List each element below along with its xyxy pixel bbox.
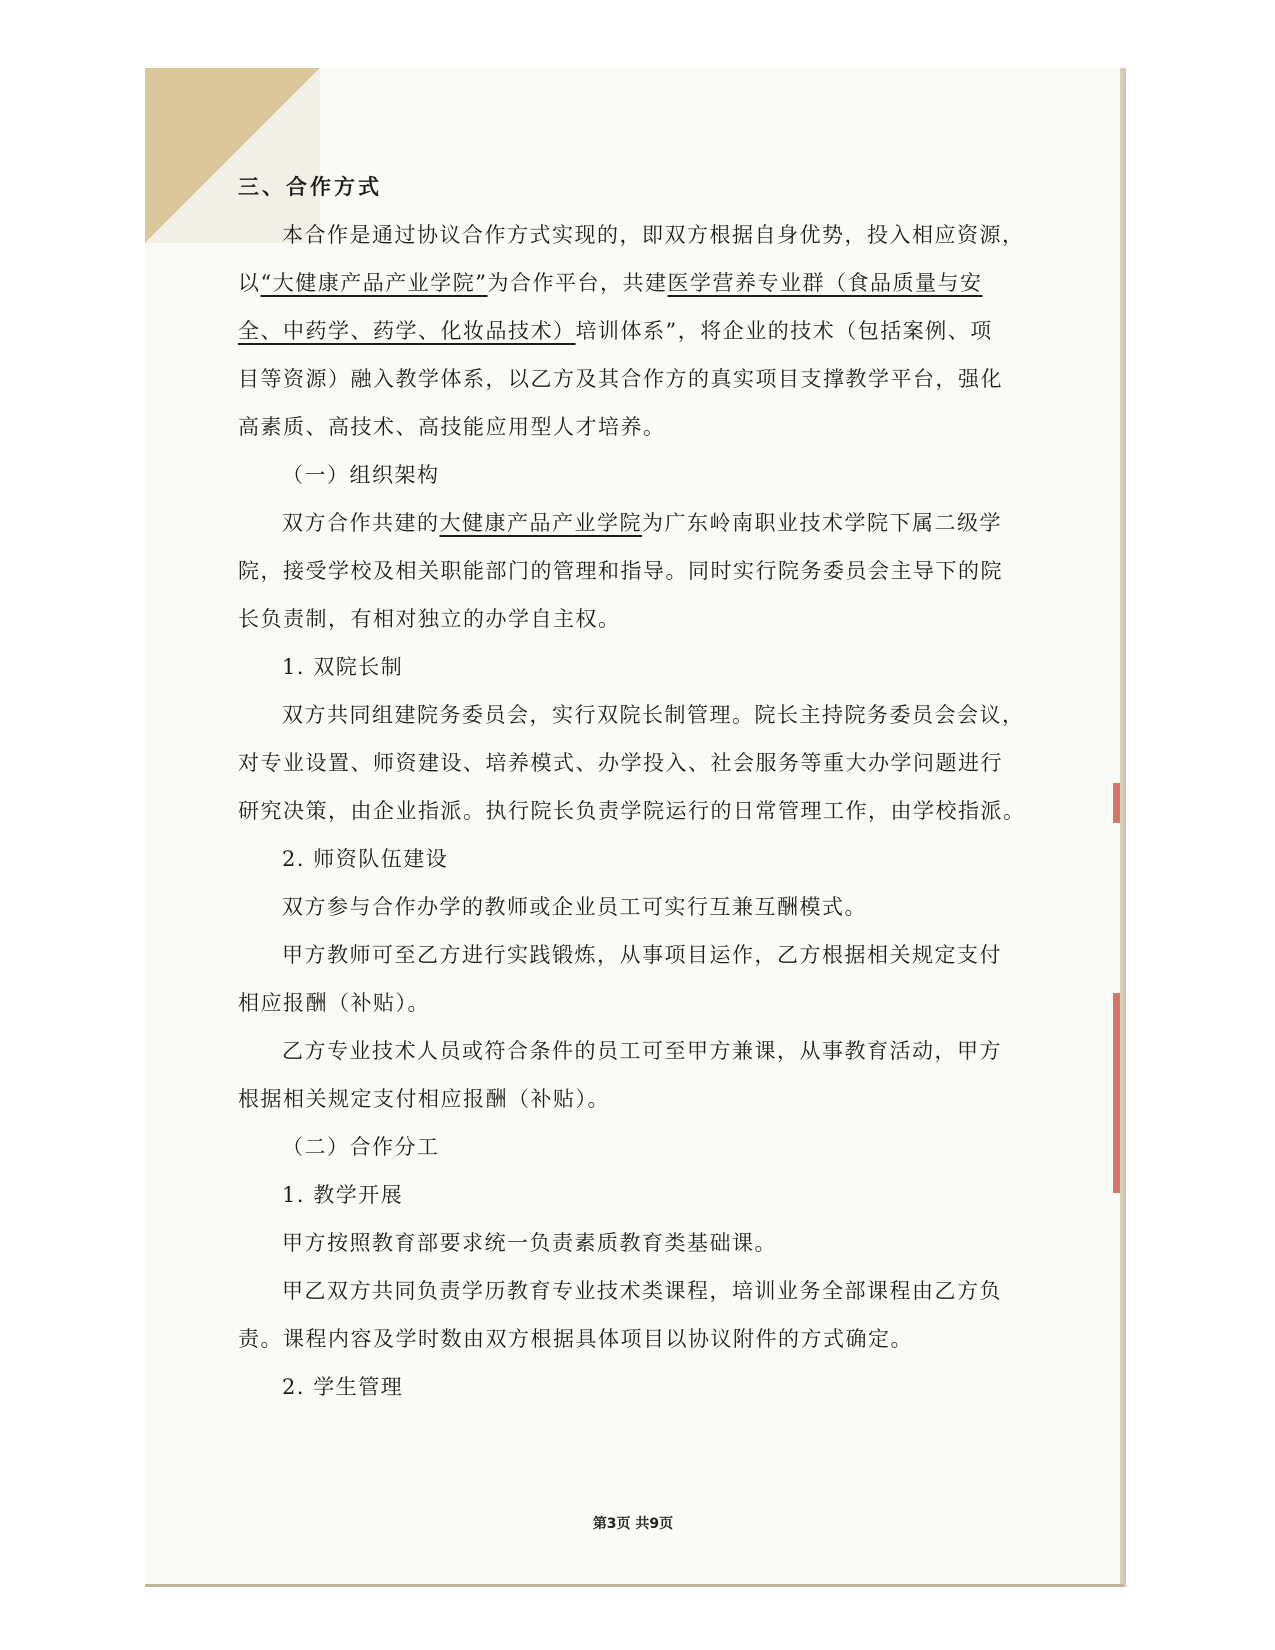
item-heading: 2. 学生管理 — [282, 1375, 404, 1399]
page-number: 第3页 共9页 — [592, 1516, 674, 1532]
paragraph-line: 乙方专业技术人员或符合条件的员工可至甲方兼课，从事教育活动，甲方 — [282, 1039, 1002, 1063]
page-edge — [145, 1584, 1123, 1587]
page-edge — [1123, 68, 1126, 1587]
paragraph-line: 目等资源）融入教学体系，以乙方及其合作方的真实项目支撑教学平台，强化 — [238, 367, 1003, 391]
seal-stamp-edge — [1113, 783, 1120, 823]
seal-stamp-edge — [1113, 993, 1120, 1193]
paragraph-line: 根据相关规定支付相应报酬（补贴）。 — [238, 1087, 610, 1111]
paragraph-line: 研究决策，由企业指派。执行院长负责学院运行的日常管理工作，由学校指派。 — [238, 799, 1026, 823]
subsection-heading: （二）合作分工 — [282, 1135, 440, 1159]
document-body — [238, 163, 1028, 1532]
paragraph-line: 双方共同组建院务委员会，实行双院长制管理。院长主持院务委员会会议， — [282, 703, 1025, 727]
underlined-term: 医学营养专业群（食品质量与安 — [667, 271, 983, 295]
subsection-heading: （一）组织架构 — [282, 463, 440, 487]
scanned-page-frame — [145, 68, 1123, 1587]
paragraph-line: 双方合作共建的大健康产品产业学院为广东岭南职业技术学院下属二级学 — [282, 511, 1002, 535]
underlined-term: 大健康产品产业学院 — [439, 511, 642, 535]
section-heading: 三、合作方式 — [238, 174, 382, 199]
paragraph-line: 院，接受学校及相关职能部门的管理和指导。同时实行院务委员会主导下的院 — [238, 559, 1003, 583]
item-heading: 2. 师资队伍建设 — [282, 847, 449, 871]
paragraph-line: 以“大健康产品产业学院”为合作平台，共建医学营养专业群（食品质量与安 — [238, 271, 983, 295]
paragraph-line: 双方参与合作办学的教师或企业员工可实行互兼互酬模式。 — [282, 895, 867, 919]
paragraph-line: 甲方按照教育部要求统一负责素质教育类基础课。 — [282, 1231, 777, 1255]
document-page — [145, 68, 1120, 1584]
paragraph-line: 甲乙双方共同负责学历教育专业技术类课程，培训业务全部课程由乙方负 — [282, 1279, 1002, 1303]
paragraph-line: 本合作是通过协议合作方式实现的，即双方根据自身优势，投入相应资源， — [282, 223, 1025, 247]
underlined-term: “大健康产品产业学院” — [260, 271, 488, 295]
paragraph-line: 相应报酬（补贴）。 — [238, 991, 430, 1015]
paragraph-line: 高素质、高技术、高技能应用型人才培养。 — [238, 415, 666, 439]
item-heading: 1. 双院长制 — [282, 655, 404, 679]
underlined-term: 全、中药学、药学、化妆品技术） — [238, 319, 576, 343]
paragraph-line: 对专业设置、师资建设、培养模式、办学投入、社会服务等重大办学问题进行 — [238, 751, 1003, 775]
paragraph-line: 责。课程内容及学时数由双方根据具体项目以协议附件的方式确定。 — [238, 1327, 913, 1351]
paragraph-line: 甲方教师可至乙方进行实践锻炼，从事项目运作，乙方根据相关规定支付 — [282, 943, 1002, 967]
paragraph-line: 全、中药学、药学、化妆品技术）培训体系”，将企业的技术（包括案例、项 — [238, 319, 993, 343]
item-heading: 1. 教学开展 — [282, 1183, 404, 1207]
paragraph-line: 长负责制，有相对独立的办学自主权。 — [238, 607, 621, 631]
